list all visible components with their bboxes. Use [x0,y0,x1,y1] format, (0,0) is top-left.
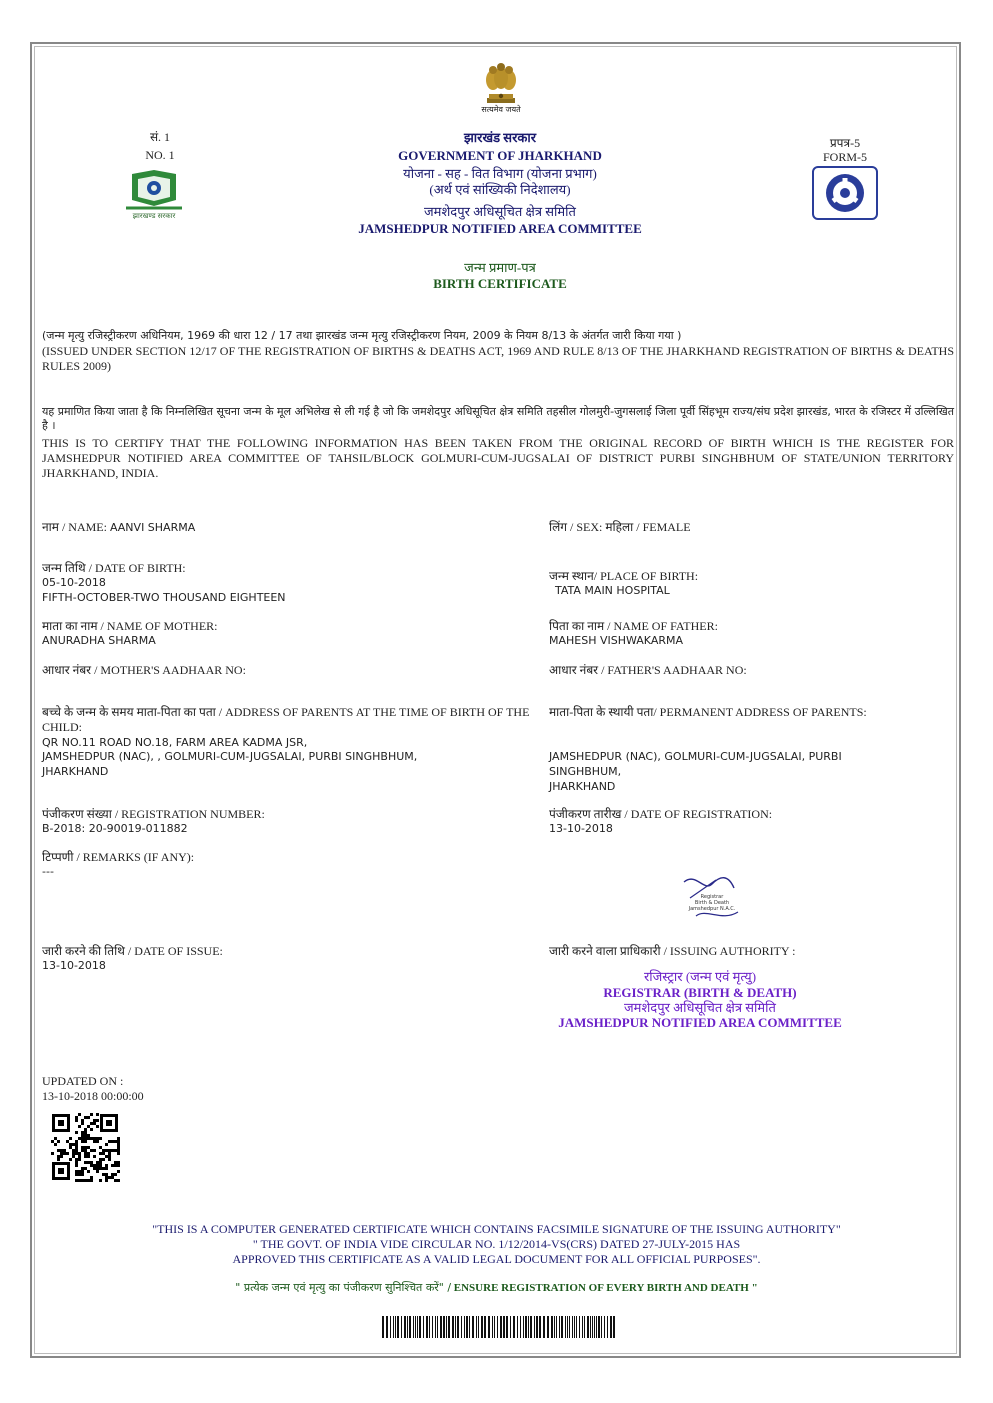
certificate-title-en: BIRTH CERTIFICATE [433,276,567,291]
certificate-inner-border [34,46,957,1354]
father-name-label: पिता का नाम / NAME OF FATHER: [549,619,718,633]
registrar-committee-en: JAMSHEDPUR NOTIFIED AREA COMMITTEE [558,1015,842,1030]
footer-slogan-en: ENSURE REGISTRATION OF EVERY BIRTH AND DEATH " [453,1282,758,1294]
remarks-value: --- [42,865,54,878]
department-hi: योजना - सह - वित विभाग (योजना प्रभाग) [403,166,597,181]
date-of-issue-value: 13-10-2018 [42,959,106,972]
place-of-birth-value: TATA MAIN HOSPITAL [555,584,670,597]
stamp-line2: Birth & Death [694,900,730,906]
stamp-line1: Registrar [700,894,724,900]
directorate-hi: (अर्थ एवं सांख्यिकी निदेशालय) [429,182,571,197]
mother-name-value: ANURADHA SHARMA [42,634,156,647]
updated-on-value: 13-10-2018 00:00:00 [42,1089,144,1103]
footer-approved-line: APPROVED THIS CERTIFICATE AS A VALID LEGAL DOCUMENT FOR ALL OFFICIAL PURPOSES". [232,1252,761,1266]
registrar-signature-stamp [676,870,748,928]
emblem-motto: सत्यमेव जयते [481,105,521,114]
sex-field [549,520,691,535]
committee-hi: जमशेदपुर अधिसूचित क्षेत्र समिति [424,204,576,219]
registration-number-value: B-2018: 20-90019-011882 [42,822,188,835]
address-at-birth-line3: JHARKHAND [42,765,109,778]
father-name-value: MAHESH VISHWAKARMA [549,634,684,647]
permanent-address-line3: JHARKHAND [549,780,616,793]
serial-number-hi: सं. 1 [149,130,171,144]
registration-number-label: पंजीकरण संख्या / REGISTRATION NUMBER: [42,807,265,821]
govt-name-hi: झारखंड सरकार [463,130,537,145]
updated-on-label: UPDATED ON : [42,1074,124,1088]
address-at-birth-line2: JAMSHEDPUR (NAC), , GOLMURI-CUM-JUGSALAI, PURBI SINGHBHUM, [42,750,418,763]
registrar-title-en: REGISTRAR (BIRTH & DEATH) [603,985,797,1000]
crs-logo-icon [812,166,878,220]
permanent-address-line2: SINGHBHUM, [549,765,622,778]
govt-name-en: GOVERNMENT OF JHARKHAND [398,148,602,163]
footer-slogan-hi: " प्रत्येक जन्म एवं मृत्यु का पंजीकरण सुनिश्चित करें" / [235,1281,452,1294]
place-of-birth-label: जन्म स्थान/ PLACE OF BIRTH: [549,569,699,583]
issued-under-hi: (जन्म मृत्यु रजिस्ट्रीकरण अधिनियम, 1969 की धारा 12 / 17 तथा झारखंड जन्म मृत्यु रजिस्ट्रीकरण नियम, 2009 के नियम 8/13 के अंतर्गत जारी किया गया ) [42,329,682,342]
permanent-address-line1: JAMSHEDPUR (NAC), GOLMURI-CUM-JUGSALAI, PURBI [549,750,842,763]
registration-date-label: पंजीकरण तारीख / DATE OF REGISTRATION: [549,807,773,821]
dob-label: जन्म तिथि / DATE OF BIRTH: [42,561,186,575]
registrar-committee-hi: जमशेदपुर अधिसूचित क्षेत्र समिति [624,1000,776,1015]
permanent-address-label: माता-पिता के स्थायी पता/ PERMANENT ADDRESS OF PARENTS: [549,705,867,719]
issued-under-en: (ISSUED UNDER SECTION 12/17 OF THE REGISTRATION OF BIRTHS & DEATHS ACT, 1969 AND RULE 8/13 OF THE JHARKHAND REGISTRATION OF BIRTHS & DEATHS RULES 2009) [42,344,954,373]
date-of-issue-label: जारी करने की तिथि / DATE OF ISSUE: [42,944,223,958]
barcode-icon [382,1316,618,1338]
name-field [42,520,195,535]
address-at-birth-label: बच्चे के जन्म के समय माता-पिता का पता / ADDRESS OF PARENTS AT THE TIME OF BIRTH OF THE CHILD: [42,705,530,734]
sex-label: लिंग / SEX: [549,520,603,534]
footer-slogan [100,1281,893,1295]
address-at-birth-line1: QR NO.11 ROAD NO.18, FARM AREA KADMA JSR, [42,736,308,749]
logo-caption: झारखण्ड सरकार [132,212,176,220]
form-number-en: FORM-5 [822,150,867,164]
registration-date-value: 13-10-2018 [549,822,613,835]
dob-words: FIFTH-OCTOBER-TWO THOUSAND EIGHTEEN [42,591,286,604]
issuing-authority-label: जारी करने वाला प्राधिकारी / ISSUING AUTHORITY : [549,944,796,958]
certificate-title-hi: जन्म प्रमाण-पत्र [464,260,536,275]
footer-computer-generated: "THIS IS A COMPUTER GENERATED CERTIFICATE WHICH CONTAINS FACSIMILE SIGNATURE OF THE ISSUING AUTHORITY" [152,1222,841,1236]
mother-name-label: माता का नाम / NAME OF MOTHER: [42,619,218,633]
qr-code-icon [50,1112,120,1182]
father-aadhaar-label: आधार नंबर / FATHER'S AADHAAR NO: [549,663,747,677]
remarks-label: टिप्पणी / REMARKS (IF ANY): [42,850,195,864]
dob-value: 05-10-2018 [42,576,106,589]
registrar-title-hi: रजिस्ट्रार (जन्म एवं मृत्यु) [643,969,757,984]
footer-circular-line: " THE GOVT. OF INDIA VIDE CIRCULAR NO. 1/12/2014-VS(CRS) DATED 27-JULY-2015 HAS [252,1237,741,1251]
name-value: AANVI SHARMA [109,521,196,534]
sex-value: महिला / FEMALE [605,520,691,534]
certify-statement-hi: यह प्रमाणित किया जाता है कि निम्नलिखित सूचना जन्म के मूल अभिलेख से ली गई है जो कि जमशेदपुर अधिसूचित क्षेत्र समिति तहसील गोलमुरी-जुगसलाई जिला पूर्वी सिंहभूम राज्य/संघ प्रदेश झारखंड, भारत के रजिस्टर में उल्लिखित है । [42,405,954,432]
form-number-hi: प्रपत्र-5 [829,136,861,150]
certify-statement-en: THIS IS TO CERTIFY THAT THE FOLLOWING INFORMATION HAS BEEN TAKEN FROM THE ORIGINAL RECORD OF BIRTH WHICH IS THE REGISTER FOR JAMSHEDPUR NOTIFIED AREA COMMITTEE OF TAHSIL/BLOCK GOLMURI-CUM-JUGSALAI OF DISTRICT PURBI SINGHBHUM OF STATE/UNION TERRITORY JHARKHAND, INDIA. [42,436,954,480]
name-label: नाम / NAME: [42,520,107,534]
serial-number-en: NO. 1 [145,148,175,162]
mother-aadhaar-label: आधार नंबर / MOTHER'S AADHAAR NO: [42,663,246,677]
committee-en: JAMSHEDPUR NOTIFIED AREA COMMITTEE [358,221,642,236]
stamp-line3: Jamshedpur N.A.C. [688,906,736,912]
